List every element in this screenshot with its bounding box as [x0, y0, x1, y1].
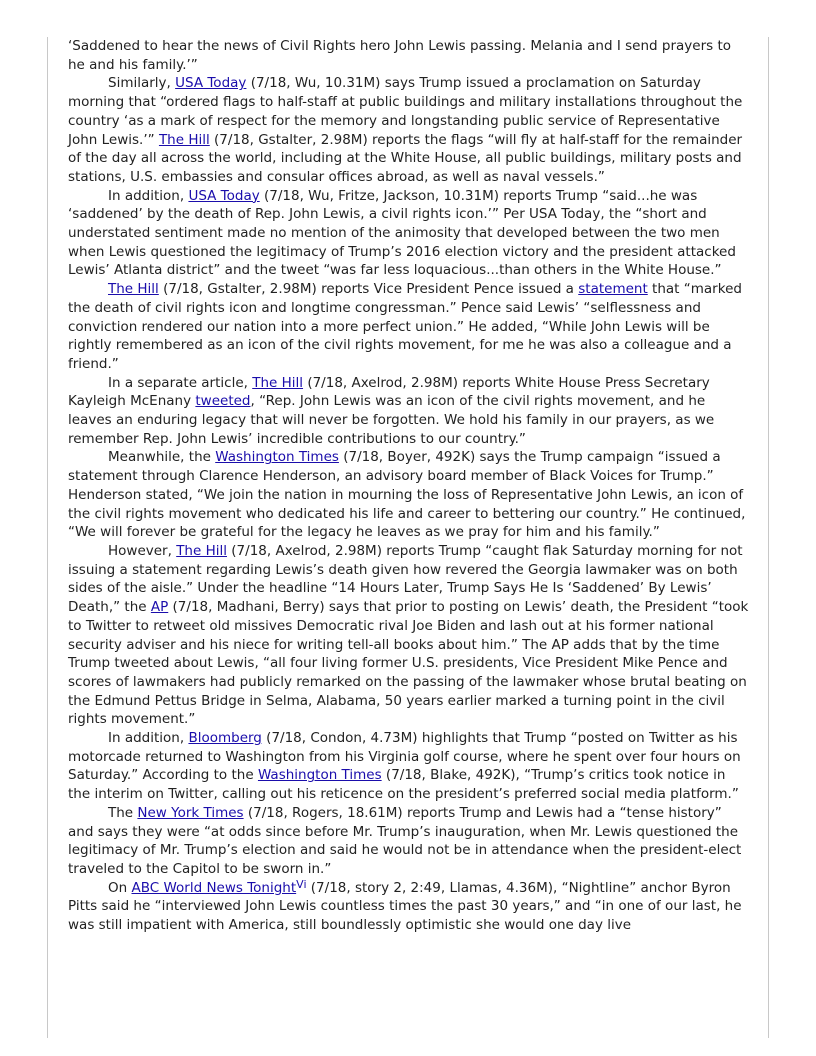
source-link[interactable]: AP: [150, 599, 169, 616]
paragraph-text: Meanwhile, the: [108, 449, 216, 466]
article-paragraph: [68, 804, 750, 879]
paragraph-text: ‘Saddened to hear the news of Civil Rights hero John Lewis passing. Melania and I send prayers to he and his family.’”: [68, 38, 731, 73]
source-link[interactable]: The Hill: [252, 374, 304, 391]
page-margin-rule-left: [47, 37, 48, 1038]
article-paragraph: [68, 374, 750, 449]
source-link[interactable]: ABC World News Tonight: [131, 879, 297, 896]
paragraph-text: (7/18, Condon, 4.73M) highlights that Trump “posted on Twitter as his motorcade returned to Washington from his Virginia golf course, where he spent over four hours on Saturday.” According to the: [68, 730, 741, 784]
video-marker[interactable]: Vi: [296, 877, 307, 891]
paragraph-text: (7/18, Gstalter, 2.98M) reports the flags “will fly at half-staff for the remainder of the day all across the world, including at the White House, all public buildings, military posts and stations, U.S. embassies and consular offices abroad, as well as naval vessels.”: [68, 131, 743, 185]
article-paragraph: [68, 37, 750, 74]
article-paragraph: [68, 187, 750, 281]
paragraph-text: (7/18, story 2, 2:49, Llamas, 4.36M), “Nightline” anchor Byron Pitts said he “interviewed John Lewis countless times the past 30 years,” and “in one of our last, he was still impatient with America, still boundlessly optimistic she would one day live: [68, 879, 742, 934]
source-link[interactable]: Bloomberg: [188, 730, 262, 747]
source-link[interactable]: USA Today: [188, 187, 260, 204]
paragraph-text: In addition,: [108, 730, 189, 747]
paragraph-text: In addition,: [108, 187, 189, 204]
paragraph-text: (7/18, Axelrod, 2.98M) reports White House Press Secretary Kayleigh McEnany: [68, 374, 710, 410]
article-body: [68, 37, 750, 935]
source-link[interactable]: statement: [578, 281, 648, 298]
source-link[interactable]: tweeted: [195, 393, 251, 410]
source-link[interactable]: Washington Times: [257, 767, 382, 784]
paragraph-text: (7/18, Wu, Fritze, Jackson, 10.31M) reports Trump “said...he was ‘saddened’ by the death of Rep. John Lewis, a civil rights icon.’” Per USA Today, the “short and understated sentiment made no mention of the animosity that developed between the two men when Lewis questioned the legitimacy of Trump’s 2016 election victory and the president attacked Lewis’ Atlanta district” and the tweet “was far less loquacious...than others in the White House.”: [68, 187, 736, 279]
paragraph-text: Similarly,: [108, 75, 176, 92]
paragraph-text: that “marked the death of civil rights icon and longtime congressman.” Pence said Lewis’ “selflessness and conviction rendered our nation into a more perfect union.” He added, “While John Lewis will be rightly remembered as an icon of the civil rights movement, for me he was also a colleague and a friend.”: [68, 281, 742, 372]
paragraph-text: (7/18, Blake, 492K), “Trump’s critics took notice in the interim on Twitter, calling out his reticence on the president’s preferred social media platform.”: [68, 767, 739, 803]
article-paragraph: [68, 879, 750, 935]
article-paragraph: [68, 729, 750, 804]
source-link[interactable]: The Hill: [158, 131, 210, 148]
paragraph-text: However,: [108, 542, 177, 559]
paragraph-text: The: [108, 804, 138, 821]
article-paragraph: [68, 74, 750, 186]
paragraph-text: (7/18, Madhani, Berry) says that prior to posting on Lewis’ death, the President “took to Twitter to retweet old missives Democratic rival Joe Biden and lash out at his former national security adviser and his niece for writing tell-all books about him.” The AP adds that by the time Trump tweeted about Lewis, “all four living former U.S. presidents, Vice President Mike Pence and scores of lawmakers had publicly remarked on the passing of the lawmaker whose brutal beating on the Edmund Pettus Bridge in Selma, Alabama, 50 years earlier marked a turning point in the civil rights movement.”: [68, 599, 749, 728]
source-link[interactable]: New York Times: [137, 804, 244, 821]
source-link[interactable]: The Hill: [108, 281, 159, 298]
page-margin-rule-right: [768, 37, 769, 1038]
paragraph-text: (7/18, Rogers, 18.61M) reports Trump and Lewis had a “tense history” and says they were “at odds since before Mr. Trump’s inauguration, when Mr. Lewis questioned the legitimacy of Mr. Trump’s election and said he would not be in attendance when the president-elect traveled to the Capitol to be sworn in.”: [68, 804, 742, 877]
article-paragraph: [68, 542, 750, 729]
source-link[interactable]: The Hill: [176, 542, 227, 559]
source-link[interactable]: Washington Times: [215, 449, 339, 466]
paragraph-text: , “Rep. John Lewis was an icon of the civil rights movement, and he leaves an enduring legacy that will never be forgotten. We hold his family in our prayers, as we remember Rep. John Lewis’ incredible contributions to our country.”: [68, 393, 715, 447]
paragraph-text: On: [108, 879, 132, 896]
paragraph-text: (7/18, Gstalter, 2.98M) reports Vice President Pence issued a: [158, 281, 579, 298]
paragraph-text: (7/18, Boyer, 492K) says the Trump campaign “issued a statement through Clarence Henderson, an advisory board member of Black Voices for Trump.” Henderson stated, “We join the nation in mourning the loss of Representative John Lewis, an icon of the civil rights movement who dedicated his life and career to bettering our country.” He continued, “We will forever be grateful for the legacy he leaves as we pray for him and his family.”: [68, 449, 746, 541]
paragraph-text: (7/18, Axelrod, 2.98M) reports Trump “caught flak Saturday morning for not issuing a statement regarding Lewis’s death given how revered the Georgia lawmaker was on both sides of the aisle.” Under the headline “14 Hours Later, Trump Says He Is ‘Saddened’ By Lewis’ Death,” the: [68, 542, 743, 616]
article-paragraph: [68, 448, 750, 542]
article-paragraph: [68, 280, 750, 374]
paragraph-text: (7/18, Wu, 10.31M) says Trump issued a proclamation on Saturday morning that “ordered flags to half-staff at public buildings and military installations throughout the country ‘as a mark of respect for the memory and longstanding public service of Representative John Lewis.’”: [68, 75, 743, 148]
paragraph-text: In a separate article,: [108, 374, 253, 391]
source-link[interactable]: USA Today: [175, 75, 247, 92]
